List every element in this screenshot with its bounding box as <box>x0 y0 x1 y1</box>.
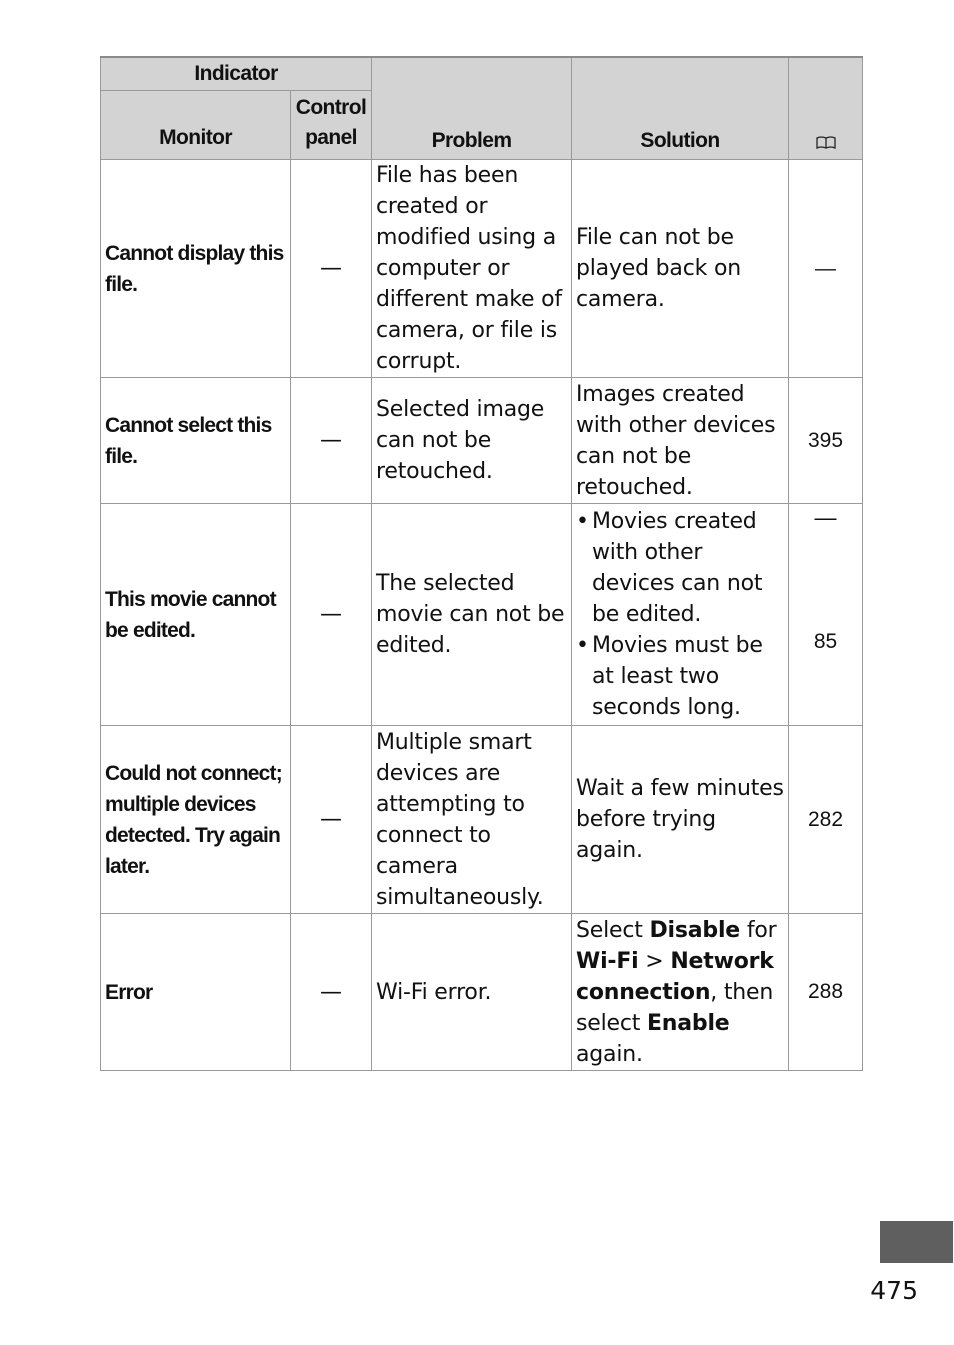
control-panel-header-line2: panel <box>305 126 357 149</box>
problem-cell: File has been created or modified using a computer or different make of camera, or file is corrupt. <box>372 160 572 378</box>
section-tab <box>880 1221 953 1263</box>
control-panel-indicator: — <box>291 914 372 1071</box>
solution-cell: Images created with other devices can not be retouched. <box>572 378 789 504</box>
control-panel-header-line1: Control <box>295 96 367 119</box>
troubleshooting-table <box>100 56 863 1071</box>
table-row <box>101 378 863 504</box>
indicator-header: Indicator <box>101 57 372 91</box>
solution-text: Select <box>576 917 650 943</box>
reference-cell: — <box>789 160 863 378</box>
reference-cell: 395 <box>789 378 863 504</box>
table-row <box>101 160 863 378</box>
solution-text: again. <box>576 1041 643 1067</box>
reference-header <box>789 57 863 160</box>
solution-cell <box>572 914 789 1071</box>
monitor-header: Monitor <box>101 91 291 160</box>
solution-text: > <box>638 948 671 974</box>
menu-option-wifi: Wi-Fi <box>576 948 639 974</box>
solution-header: Solution <box>572 57 789 160</box>
problem-header: Problem <box>372 57 572 160</box>
solution-cell: File can not be played back on camera. <box>572 160 789 378</box>
control-panel-indicator: — <box>291 378 372 504</box>
menu-option-network-connection: Network connection <box>576 948 774 1005</box>
table-row <box>101 726 863 914</box>
solution-cell: Wait a few minutes before trying again. <box>572 726 789 914</box>
control-panel-header <box>291 91 372 160</box>
book-icon <box>816 132 836 146</box>
problem-cell: Selected image can not be retouched. <box>372 378 572 504</box>
control-panel-indicator: — <box>291 726 372 914</box>
menu-option-disable: Disable <box>649 917 741 943</box>
control-panel-indicator: — <box>291 160 372 378</box>
monitor-indicator: Cannot display this file. <box>101 160 291 378</box>
page-number: 475 <box>870 1276 918 1305</box>
reference-value: 85 <box>813 630 838 653</box>
problem-cell: Wi-Fi error. <box>372 914 572 1071</box>
problem-cell: Multiple smart devices are attempting to connect to camera simultaneously. <box>372 726 572 914</box>
reference-cell <box>789 504 863 726</box>
solution-text: , then select <box>576 979 774 1036</box>
solution-cell <box>572 504 789 726</box>
solution-bullet-list <box>576 506 784 723</box>
solution-bullet: • Movies must be at least two seconds long. <box>576 630 784 723</box>
table-row <box>101 914 863 1071</box>
monitor-indicator: Could not connect; multiple devices detected. Try again later. <box>101 726 291 914</box>
monitor-indicator: Cannot select this file. <box>101 378 291 504</box>
reference-value: — <box>814 505 837 530</box>
reference-cell: 288 <box>789 914 863 1071</box>
problem-cell: The selected movie can not be edited. <box>372 504 572 726</box>
monitor-indicator: Error <box>101 914 291 1071</box>
solution-bullet: • Movies created with other devices can not be edited. <box>576 506 784 630</box>
reference-cell: 282 <box>789 726 863 914</box>
table-row <box>101 504 863 726</box>
menu-option-enable: Enable <box>646 1010 730 1036</box>
monitor-indicator: This movie cannot be edited. <box>101 504 291 726</box>
control-panel-indicator: — <box>291 504 372 726</box>
solution-text: for <box>740 917 777 943</box>
